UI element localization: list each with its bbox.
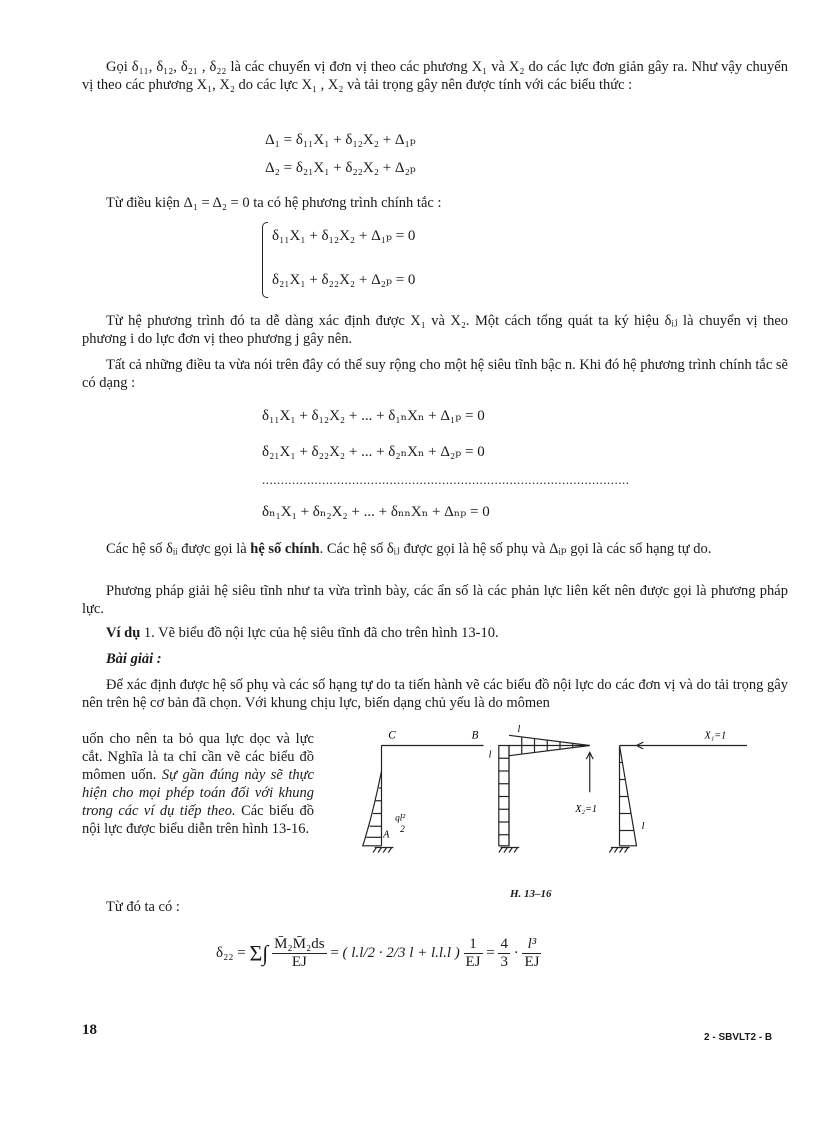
formula-inverse-ej	[464, 936, 483, 971]
formula-l3: l³	[522, 936, 541, 954]
formula-numerator: M̄₂M̄₂ds	[274, 936, 325, 952]
system-equation-1: δ₁₁X₁ + δ₁₂X₂ + Δ₁ₚ = 0	[272, 228, 416, 244]
example-label: Ví dụ	[106, 625, 141, 641]
moment-diagram-figure	[320, 720, 800, 890]
label-x2: X₂=1	[575, 803, 598, 815]
footer-code: 2 - SBVLT2 - B	[704, 1032, 773, 1043]
label-a: A	[383, 829, 390, 841]
paragraph-diagram-intro: Để xác định được hệ số phụ và các số hạng tự do ta tiến hành vẽ các biểu đồ nội lực do các đơn vị và do tải trọng gây nên trên hệ cơ bản đã chọn. Với khung chịu lực, biến dạng chủ yếu là do mômen	[82, 677, 788, 711]
equation-delta-2: Δ₂ = δ₂₁X₁ + δ₂₂X₂ + Δ₂ₚ	[265, 160, 416, 176]
formula-equals: =	[330, 944, 343, 961]
paragraph-force-method: Phương pháp giải hệ siêu tĩnh như ta vừa trình bày, các ẩn số là các phản lực liên kết nên được gọi là phương pháp lực.	[82, 583, 788, 617]
label-ql: ql²	[395, 813, 406, 824]
bending-text-c: Các biểu đồ nội lực được biểu diễn trên hình 13-16.	[82, 803, 314, 837]
paragraph-generalization: Tất cả những điều ta vừa nói trên đây có thể suy rộng cho một hệ siêu tĩnh bậc n. Khi đó hệ phương trình chính tắc sẽ có dạng :	[82, 357, 788, 391]
label-l-top: l	[517, 723, 521, 735]
diagram-m1	[609, 742, 747, 853]
formula-bracket: ( l.l/2 · 2/3 l + l.l.l )	[342, 944, 460, 961]
label-x1: X₁=1	[704, 730, 727, 742]
formula-three: 3	[500, 954, 508, 970]
formula-integrand	[272, 936, 326, 971]
figure-caption: H. 13–16	[510, 888, 552, 900]
label-l-side: l	[488, 749, 492, 761]
paragraph-hence: Từ đó ta có :	[106, 899, 180, 915]
bending-text-a: uốn cho nên ta bỏ qua lực dọc và lực cắt. Nghĩa là ta chỉ cần vẽ các biểu đồ mômen uốn.	[82, 731, 314, 783]
formula-delta22: δ₂₂ = Σ∫ $\frac{\text{M̄₂M̄₂ds}}{EJ}$ = ( l.l/2 · 2/3 l + l.l.l ) $\frac{1}{EJ}$ = $\frac{4}{3}$ · $\frac{\text{l³}}{EJ}$	[216, 936, 540, 970]
solution-label: Bài giải :	[106, 651, 162, 667]
label-two: 2	[400, 825, 405, 836]
paragraph-solve-system: Từ hệ phương trình đó ta dễ dàng xác định được X₁ và X₂. Một cách tổng quát ta ký hiệu δᵢⱼ là chuyển vị theo phương i do lực đơn vị theo phương j gây nên.	[82, 313, 788, 347]
diagram-load-moment	[363, 746, 484, 853]
label-l-m1: l	[641, 820, 645, 832]
formula-one: 1	[464, 936, 483, 954]
general-equation-2: δ₂₁X₁ + δ₂₂X₂ + ... + δ₂ₙXₙ + Δ₂ₚ = 0	[262, 444, 485, 460]
example-heading	[82, 624, 788, 642]
diagram-m2	[499, 735, 593, 852]
formula-sum-integral: Σ∫	[249, 940, 269, 966]
coeff-text-bold: hệ số chính	[250, 541, 320, 557]
example-text: 1. Vẽ biểu đồ nội lực của hệ siêu tĩnh đã cho trên hình 13-10.	[140, 625, 499, 641]
coeff-text-c: . Các hệ số δᵢⱼ được gọi là hệ số phụ và Δᵢₚ gọi là các số hạng tự do.	[319, 541, 712, 557]
formula-four-thirds	[498, 936, 510, 971]
general-equation-1: δ₁₁X₁ + δ₁₂X₂ + ... + δ₁ₙXₙ + Δ₁ₚ = 0	[262, 408, 485, 424]
formula-ej: EJ	[465, 954, 481, 970]
coeff-text-a: Các hệ số δᵢᵢ được gọi là	[106, 541, 251, 557]
paragraph-bending-moment	[82, 730, 314, 838]
system-equation-2: δ₂₁X₁ + δ₂₂X₂ + Δ₂ₚ = 0	[272, 272, 416, 288]
page-number: 18	[82, 1022, 97, 1038]
formula-denominator: EJ	[291, 954, 307, 970]
system-brace	[262, 222, 268, 298]
bending-text-italic: Sự gần đúng này sẽ thực hiện cho mọi phép toán đối với khung trong các ví dụ tiếp theo.	[82, 767, 314, 819]
formula-l3-over-ej	[522, 936, 541, 971]
formula-equals-2: =	[486, 944, 499, 961]
formula-lhs: δ₂₂ =	[216, 944, 250, 961]
paragraph-canonical-condition: Từ điều kiện Δ₁ = Δ₂ = 0 ta có hệ phương trình chính tắc :	[106, 195, 442, 211]
ellipsis-row: ..................................................................................................	[262, 472, 630, 487]
label-b: B	[471, 729, 479, 742]
formula-ej-2: EJ	[524, 954, 540, 970]
equation-delta-1: Δ₁ = δ₁₁X₁ + δ₁₂X₂ + Δ₁ₚ	[265, 132, 416, 148]
formula-four: 4	[500, 936, 508, 952]
paragraph-coefficients	[82, 540, 788, 558]
label-c: C	[388, 729, 396, 742]
paragraph-unit-displacements: Gọi δ₁₁, δ₁₂, δ₂₁ , δ₂₂ là các chuyển vị đơn vị theo các phương X₁ và X₂ do các lực đơn giản gây ra. Như vậy chuyển vị theo các phương X₁, X₂ do các lực X₁ , X₂ và tải trọng gây nên được tính với các biểu thức :	[82, 59, 788, 93]
general-equation-n: δₙ₁X₁ + δₙ₂X₂ + ... + δₙₙXₙ + Δₙₚ = 0	[262, 504, 490, 520]
